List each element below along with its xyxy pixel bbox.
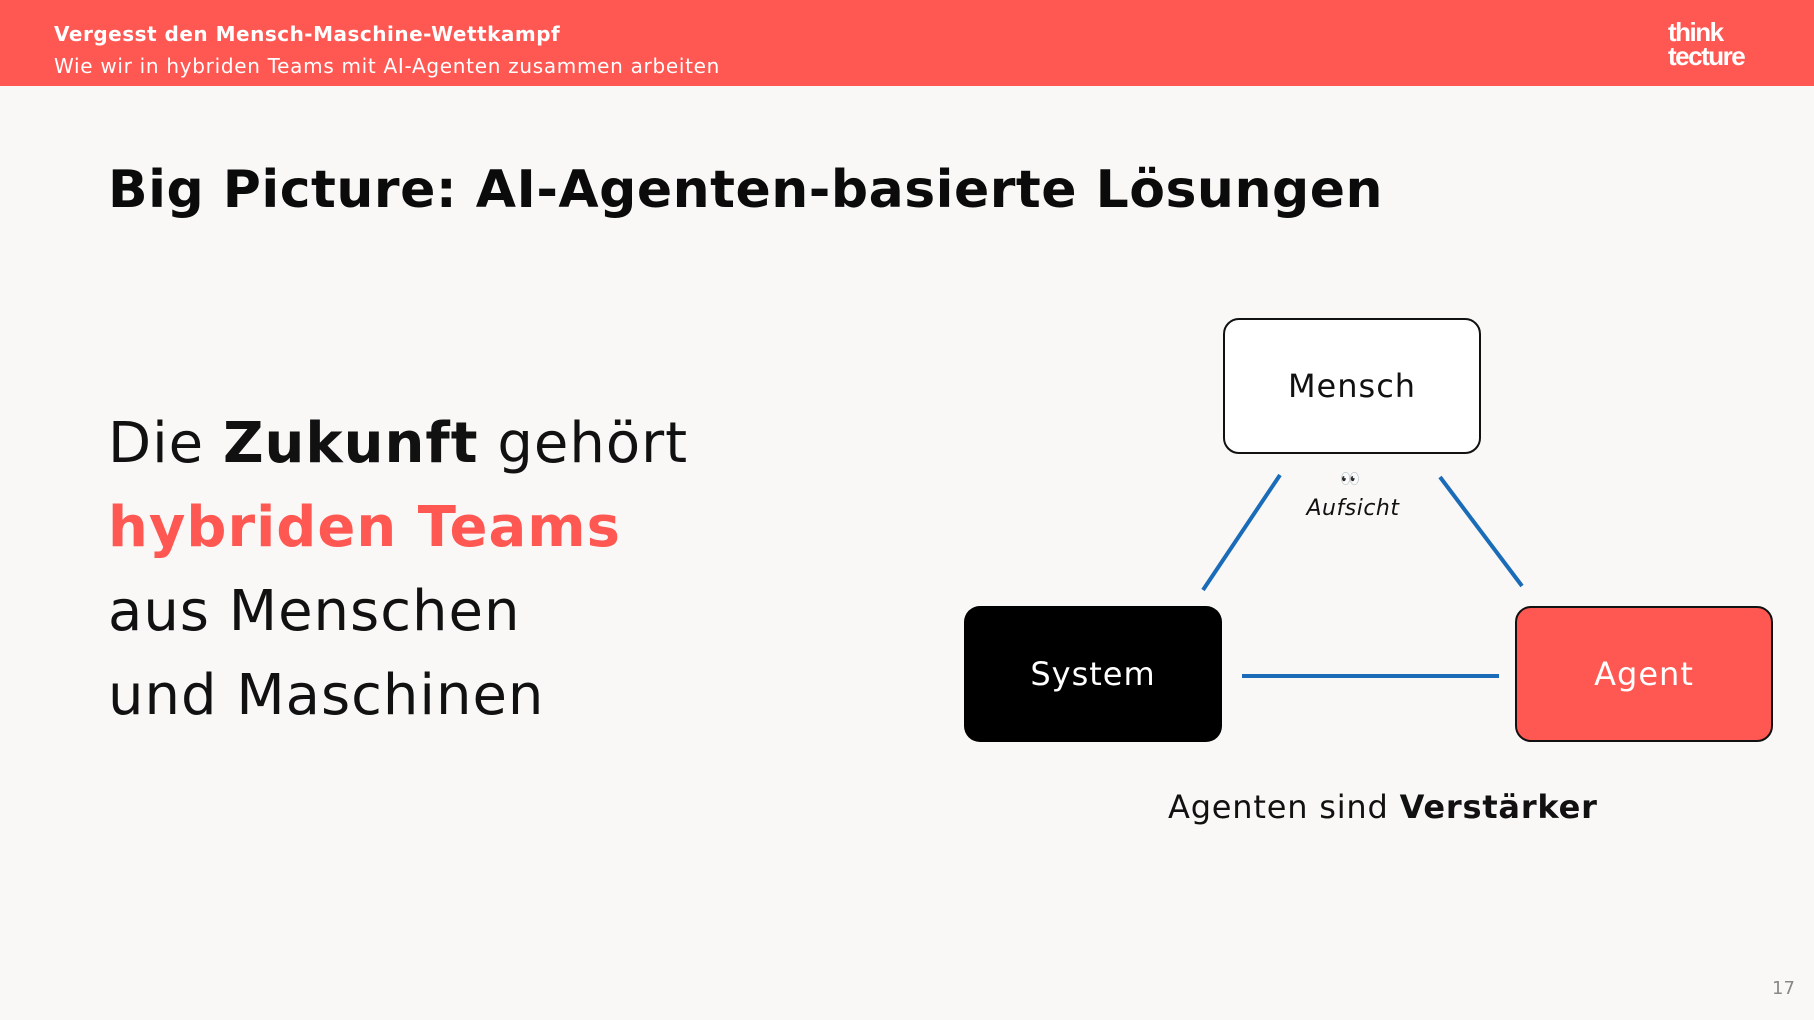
node-system: System [964, 606, 1222, 742]
edge-mensch-agent [1440, 477, 1522, 586]
logo-line-1: think [1668, 17, 1723, 47]
deck-title: Vergesst den Mensch-Maschine-Wettkampf [54, 22, 561, 46]
claim-bold: Zukunft [222, 411, 479, 476]
edge-mensch-system [1203, 475, 1280, 590]
node-mensch: Mensch [1223, 318, 1481, 454]
logo-line-2: tecture [1668, 41, 1745, 71]
caption-prefix: Agenten sind [1168, 788, 1400, 826]
node-agent: Agent [1515, 606, 1773, 742]
claim-part2: gehört [478, 411, 689, 476]
eyes-icon: 👀 [1340, 469, 1358, 488]
page-number: 17 [1772, 978, 1795, 999]
diagram-caption [1168, 788, 1598, 826]
claim-line-4: und Maschinen [108, 663, 545, 728]
caption-bold: Verstärker [1399, 788, 1598, 826]
claim-line-3: aus Menschen [108, 579, 521, 644]
slide-title: Big Picture: AI-Agenten-basierte Lösungen [108, 160, 1383, 220]
deck-subtitle: Wie wir in hybriden Teams mit AI-Agenten zusammen arbeiten [54, 54, 721, 78]
edge-label-aufsicht: Aufsicht [1306, 496, 1400, 521]
claim-accent: hybriden Teams [108, 495, 621, 560]
claim-part1: Die [108, 411, 223, 476]
